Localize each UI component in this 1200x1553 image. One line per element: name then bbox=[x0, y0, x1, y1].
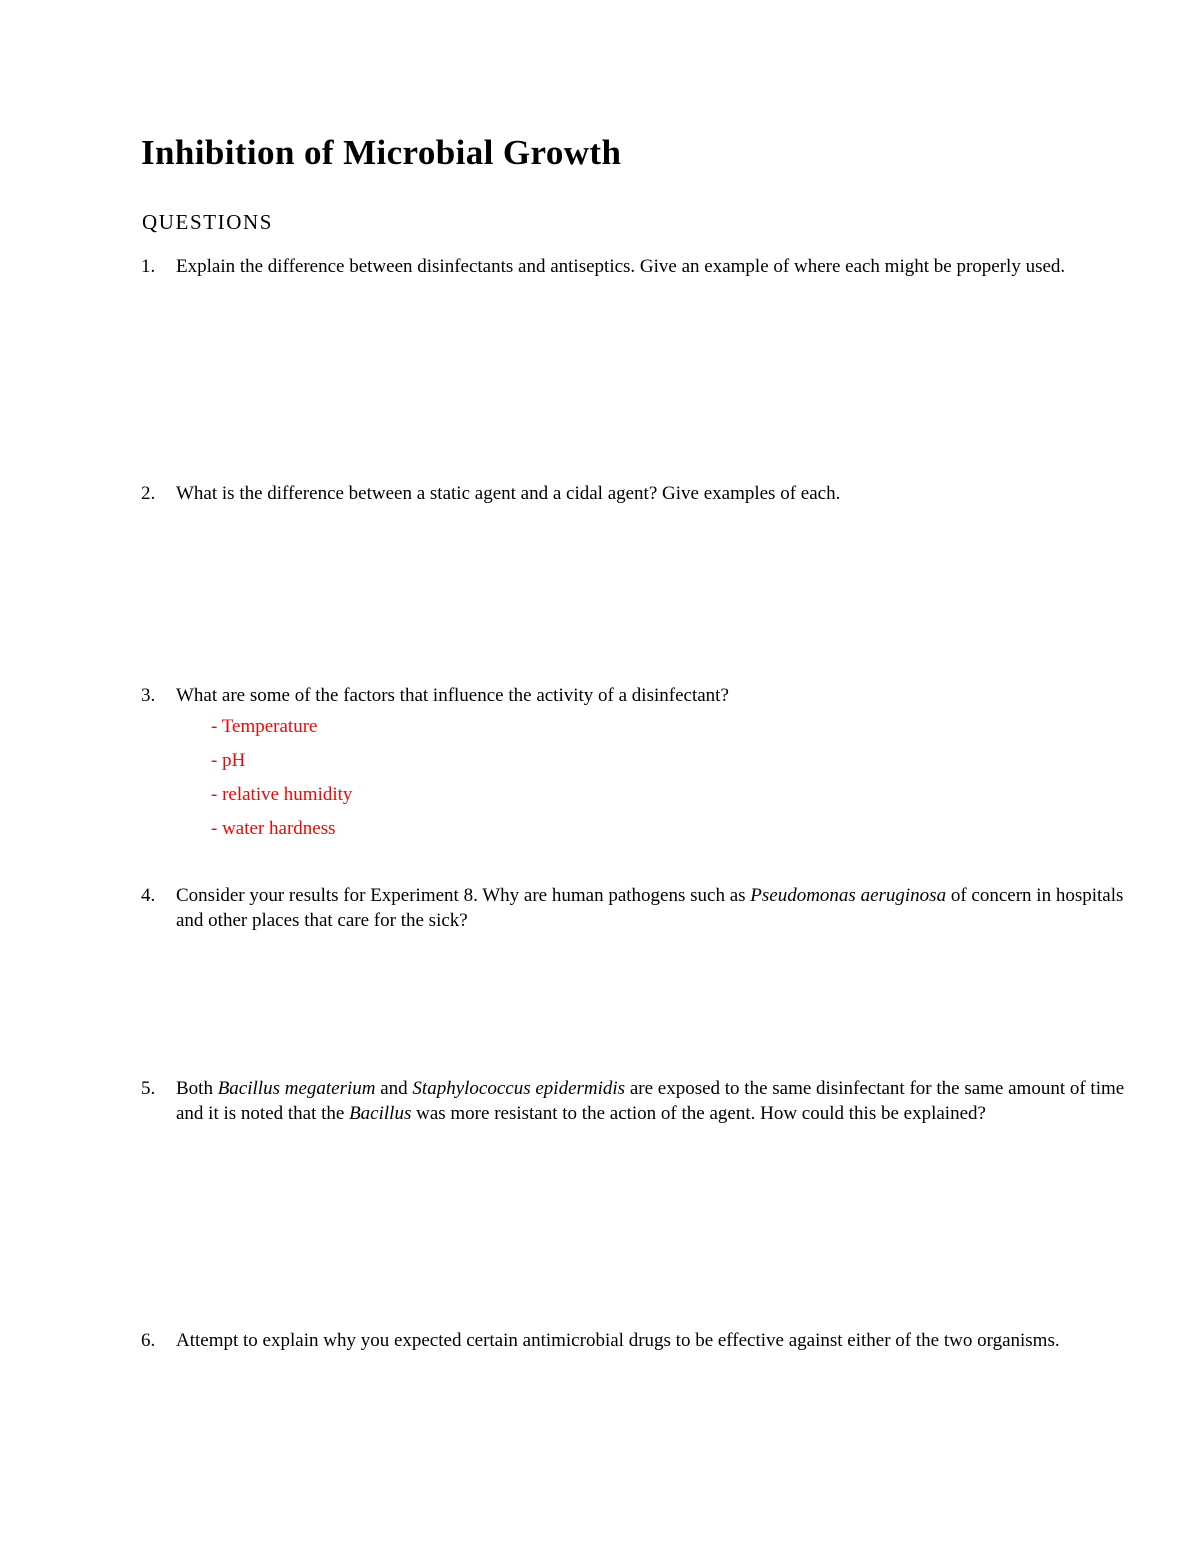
question-text bbox=[176, 1076, 1131, 1126]
question-number: 5. bbox=[141, 1078, 156, 1099]
answer-item: - water hardness bbox=[211, 818, 336, 839]
document-title: Inhibition of Microbial Growth bbox=[141, 133, 622, 172]
question-3 bbox=[141, 683, 1131, 708]
text-run: Both bbox=[176, 1078, 218, 1099]
organism-name: Staphylococcus epidermidis bbox=[412, 1078, 626, 1099]
text-run: of concern in hospitals and other places that care for the sick? bbox=[176, 885, 1124, 931]
organism-name: Bacillus bbox=[349, 1103, 412, 1124]
organism-name: Pseudomonas aeruginosa bbox=[750, 885, 947, 906]
text-run: Consider your results for Experiment 8. Why are human pathogens such as bbox=[176, 885, 751, 906]
question-text: What is the difference between a static agent and a cidal agent? Give examples of each. bbox=[176, 483, 841, 504]
question-6 bbox=[141, 1328, 1131, 1353]
section-heading: QUESTIONS bbox=[142, 210, 274, 234]
question-4 bbox=[141, 883, 1131, 933]
answer-list bbox=[211, 713, 352, 849]
question-text: Explain the difference between disinfectants and antiseptics. Give an example of where each might be properly used. bbox=[176, 256, 1066, 277]
answer-item: - pH bbox=[211, 750, 246, 771]
question-number: 3. bbox=[141, 685, 156, 706]
question-text bbox=[176, 883, 1131, 933]
question-number: 6. bbox=[141, 1330, 156, 1351]
answer-item: - Temperature bbox=[211, 716, 318, 737]
question-number: 2. bbox=[141, 483, 156, 504]
question-number: 1. bbox=[141, 256, 156, 277]
text-run: and bbox=[375, 1078, 413, 1099]
question-1 bbox=[141, 254, 1131, 279]
text-run: was more resistant to the action of the agent. How could this be explained? bbox=[411, 1103, 986, 1124]
question-text: What are some of the factors that influence the activity of a disinfectant? bbox=[176, 685, 729, 706]
question-2 bbox=[141, 481, 1131, 506]
question-number: 4. bbox=[141, 885, 156, 906]
question-text: Attempt to explain why you expected certain antimicrobial drugs to be effective against either of the two organisms. bbox=[176, 1330, 1060, 1351]
organism-name: Bacillus megaterium bbox=[217, 1078, 376, 1099]
question-5 bbox=[141, 1076, 1131, 1126]
answer-item: - relative humidity bbox=[211, 784, 353, 805]
text-run: are exposed to the same disinfectant for the same amount of time and it is noted that the bbox=[176, 1078, 1125, 1124]
